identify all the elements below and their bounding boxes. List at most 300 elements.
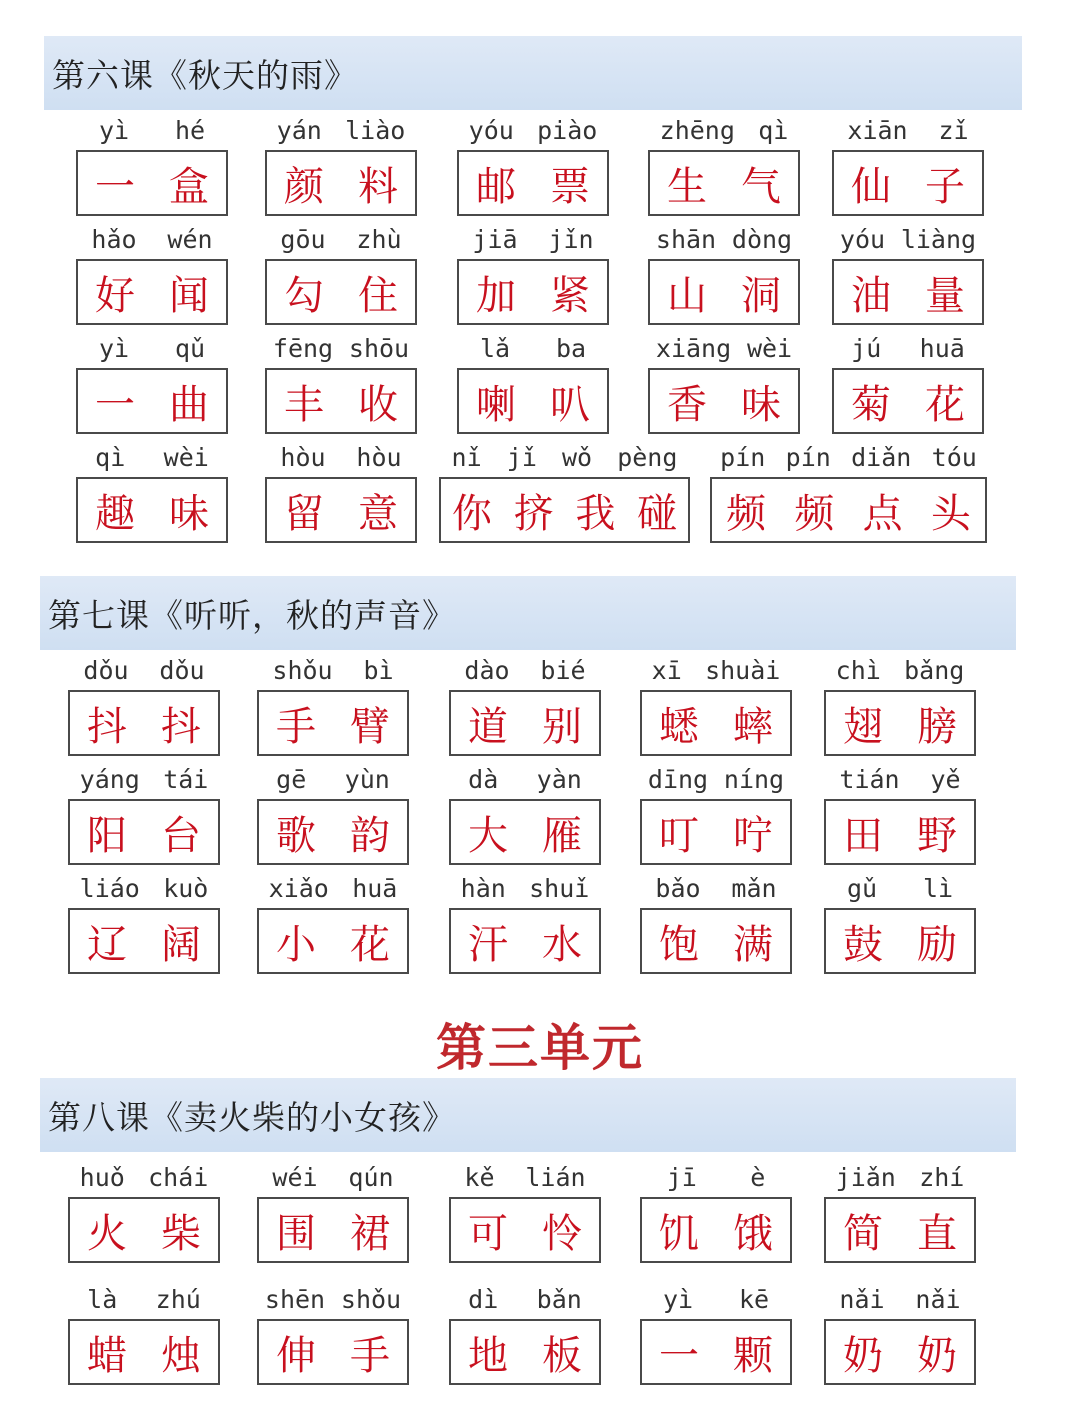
pinyin-syllable: ba	[555, 333, 587, 363]
lesson-7-banner	[40, 576, 1016, 650]
hanzi-char: 颜	[284, 163, 324, 210]
pinyin-syllable: shǒu	[272, 655, 333, 685]
hanzi-char: 一	[95, 381, 135, 428]
pinyin-syllable: yóu	[468, 115, 514, 145]
pinyin-row	[457, 331, 609, 365]
hanzi-char: 颗	[733, 1332, 773, 1379]
word-card	[76, 440, 228, 544]
hanzi-box	[832, 259, 984, 325]
pinyin-syllable: pín	[720, 442, 766, 472]
hanzi-char: 仙	[851, 163, 891, 210]
word-card	[640, 1160, 792, 1264]
hanzi-char: 频	[726, 490, 767, 537]
hanzi-char: 气	[741, 163, 781, 210]
pinyin-syllable: dǒu	[83, 655, 129, 685]
hanzi-char: 阔	[161, 921, 201, 968]
pinyin-syllable: tái	[163, 764, 209, 794]
word-card	[449, 1282, 601, 1386]
hanzi-char: 满	[733, 921, 773, 968]
hanzi-char: 碰	[637, 490, 678, 537]
pinyin-row	[824, 1160, 976, 1194]
pinyin-syllable: lián	[525, 1162, 586, 1192]
hanzi-box	[824, 1319, 976, 1385]
hanzi-box	[832, 150, 984, 216]
hanzi-char: 点	[862, 490, 903, 537]
hanzi-box	[265, 368, 417, 434]
pinyin-syllable: huǒ	[79, 1162, 125, 1192]
hanzi-char: 抖	[87, 703, 127, 750]
hanzi-char: 烛	[161, 1332, 201, 1379]
hanzi-char: 香	[667, 381, 707, 428]
pinyin-row	[257, 653, 409, 687]
word-card	[449, 762, 601, 866]
hanzi-box	[449, 908, 601, 974]
word-card	[824, 1160, 976, 1264]
hanzi-box	[824, 908, 976, 974]
pinyin-syllable: yóu	[839, 224, 886, 254]
pinyin-syllable: jú	[851, 333, 882, 363]
lesson-8-title: 第八课《卖火柴的小女孩》	[48, 1097, 456, 1137]
word-card	[824, 1282, 976, 1386]
pinyin-row	[439, 440, 690, 474]
pinyin-syllable: jī	[666, 1162, 697, 1192]
hanzi-char: 票	[550, 163, 590, 210]
pinyin-syllable: dào	[464, 655, 510, 685]
hanzi-box	[640, 1197, 792, 1263]
pinyin-syllable: yáng	[79, 764, 140, 794]
hanzi-char: 料	[358, 163, 398, 210]
pinyin-syllable: zhú	[155, 1284, 201, 1314]
hanzi-char: 加	[476, 272, 516, 319]
pinyin-syllable: yì	[98, 115, 130, 145]
pinyin-syllable: lì	[922, 873, 954, 903]
hanzi-char: 裙	[350, 1210, 390, 1257]
pinyin-syllable: chì	[835, 655, 881, 685]
pinyin-syllable: yě	[930, 764, 961, 794]
pinyin-syllable: xiān	[847, 115, 908, 145]
pinyin-syllable: zhí	[919, 1162, 965, 1192]
hanzi-box	[68, 1319, 220, 1385]
hanzi-box	[76, 150, 228, 216]
pinyin-syllable: wéi	[272, 1162, 318, 1192]
hanzi-char: 韵	[350, 812, 390, 859]
hanzi-char: 鼓	[843, 921, 883, 968]
hanzi-box	[457, 368, 609, 434]
pinyin-syllable: dì	[468, 1284, 499, 1314]
lesson-6-banner	[44, 36, 1022, 110]
word-card	[457, 331, 609, 435]
word-card	[640, 871, 792, 975]
hanzi-char: 柴	[161, 1210, 201, 1257]
pinyin-syllable: liàng	[900, 224, 977, 254]
pinyin-row	[832, 331, 984, 365]
pinyin-syllable: lǎ	[479, 333, 511, 363]
hanzi-char: 趣	[95, 490, 135, 537]
hanzi-char: 大	[468, 812, 508, 859]
pinyin-syllable: liáo	[79, 873, 140, 903]
pinyin-syllable: huā	[919, 333, 965, 363]
pinyin-syllable: nǎi	[839, 1284, 885, 1314]
pinyin-row	[824, 871, 976, 905]
lesson-8-banner	[40, 1078, 1016, 1152]
hanzi-box	[76, 259, 228, 325]
word-card	[710, 440, 987, 544]
pinyin-syllable: wǒ	[561, 442, 593, 472]
word-card	[76, 331, 228, 435]
pinyin-syllable: jiǎn	[835, 1162, 896, 1192]
pinyin-row	[824, 1282, 976, 1316]
pinyin-row	[640, 1160, 792, 1194]
word-card	[824, 653, 976, 757]
hanzi-char: 围	[276, 1210, 316, 1257]
unit-title: 第三单元	[436, 1019, 644, 1077]
hanzi-char: 饱	[659, 921, 699, 968]
pinyin-row	[449, 653, 601, 687]
hanzi-box	[449, 799, 601, 865]
pinyin-syllable: bǎn	[536, 1284, 582, 1314]
pinyin-syllable: hé	[174, 115, 206, 145]
hanzi-char: 子	[925, 163, 965, 210]
hanzi-char: 挤	[513, 490, 554, 537]
hanzi-box	[257, 1319, 409, 1385]
hanzi-box	[68, 690, 220, 756]
hanzi-char: 别	[542, 703, 582, 750]
hanzi-char: 蟀	[733, 703, 773, 750]
hanzi-char: 味	[169, 490, 209, 537]
pinyin-syllable: wèi	[163, 442, 209, 472]
hanzi-char: 奶	[917, 1332, 957, 1379]
hanzi-char: 好	[95, 272, 135, 319]
word-card	[449, 653, 601, 757]
hanzi-box	[457, 259, 609, 325]
pinyin-row	[449, 871, 601, 905]
hanzi-box	[265, 259, 417, 325]
pinyin-row	[68, 1160, 220, 1194]
pinyin-syllable: dǒu	[159, 655, 205, 685]
hanzi-box	[449, 690, 601, 756]
pinyin-syllable: yán	[276, 115, 322, 145]
hanzi-char: 臂	[350, 703, 390, 750]
pinyin-syllable: pín	[785, 442, 831, 472]
word-card	[265, 440, 417, 544]
hanzi-char: 咛	[733, 812, 773, 859]
pinyin-syllable: bǎo	[655, 873, 701, 903]
pinyin-syllable: dīng	[647, 764, 709, 794]
hanzi-char: 阳	[87, 812, 127, 859]
word-card	[457, 113, 609, 217]
word-card	[439, 440, 690, 544]
hanzi-char: 头	[930, 490, 971, 537]
pinyin-row	[832, 113, 984, 147]
hanzi-box	[710, 477, 987, 543]
word-card	[265, 222, 417, 326]
hanzi-box	[68, 1197, 220, 1263]
pinyin-row	[257, 871, 409, 905]
pinyin-syllable: yì	[98, 333, 130, 363]
hanzi-char: 奶	[843, 1332, 883, 1379]
pinyin-syllable: gē	[276, 764, 307, 794]
hanzi-char: 抖	[161, 703, 201, 750]
hanzi-box	[76, 477, 228, 543]
pinyin-syllable: níng	[723, 764, 785, 794]
hanzi-char: 收	[358, 381, 398, 428]
hanzi-char: 频	[794, 490, 835, 537]
hanzi-char: 洞	[741, 272, 781, 319]
pinyin-syllable: shǒu	[340, 1284, 402, 1314]
hanzi-char: 邮	[476, 163, 516, 210]
pinyin-syllable: wén	[167, 224, 213, 254]
pinyin-row	[824, 762, 976, 796]
hanzi-box	[265, 150, 417, 216]
hanzi-char: 可	[468, 1210, 508, 1257]
pinyin-syllable: huā	[352, 873, 398, 903]
hanzi-char: 蜡	[87, 1332, 127, 1379]
word-card	[265, 113, 417, 217]
pinyin-syllable: gōu	[280, 224, 326, 254]
hanzi-box	[832, 368, 984, 434]
pinyin-syllable: kē	[738, 1284, 770, 1314]
pinyin-syllable: fēng	[272, 333, 334, 363]
hanzi-char: 火	[87, 1210, 127, 1257]
hanzi-box	[648, 368, 800, 434]
pinyin-syllable: qǔ	[174, 333, 206, 363]
hanzi-char: 蟋	[659, 703, 699, 750]
pinyin-row	[76, 113, 228, 147]
pinyin-row	[449, 762, 601, 796]
pinyin-syllable: kě	[464, 1162, 495, 1192]
hanzi-char: 花	[925, 381, 965, 428]
pinyin-row	[68, 762, 220, 796]
hanzi-box	[648, 259, 800, 325]
pinyin-syllable: jǐn	[548, 224, 594, 254]
pinyin-syllable: shōu	[348, 333, 410, 363]
pinyin-syllable: bì	[363, 655, 394, 685]
hanzi-char: 一	[95, 163, 135, 210]
word-card	[648, 331, 800, 435]
word-card	[640, 1282, 792, 1386]
pinyin-syllable: chái	[148, 1162, 209, 1192]
pinyin-row	[457, 113, 609, 147]
word-card	[824, 762, 976, 866]
hanzi-box	[257, 799, 409, 865]
hanzi-box	[640, 908, 792, 974]
pinyin-row	[449, 1160, 601, 1194]
pinyin-row	[648, 113, 800, 147]
word-card	[76, 113, 228, 217]
hanzi-char: 手	[276, 703, 316, 750]
hanzi-char: 紧	[550, 272, 590, 319]
hanzi-box	[640, 799, 792, 865]
hanzi-char: 地	[468, 1332, 508, 1379]
word-card	[449, 1160, 601, 1264]
hanzi-box	[257, 908, 409, 974]
hanzi-box	[648, 150, 800, 216]
hanzi-box	[640, 1319, 792, 1385]
word-card	[257, 653, 409, 757]
pinyin-syllable: gǔ	[846, 873, 878, 903]
pinyin-row	[824, 653, 976, 687]
hanzi-char: 曲	[169, 381, 209, 428]
pinyin-syllable: shān	[655, 224, 717, 254]
pinyin-row	[640, 1282, 792, 1316]
lesson-7-title: 第七课《听听，秋的声音》	[48, 595, 456, 635]
hanzi-box	[76, 368, 228, 434]
pinyin-syllable: jiā	[472, 224, 518, 254]
pinyin-syllable: bǎng	[904, 655, 965, 685]
pinyin-row	[265, 331, 417, 365]
pinyin-syllable: diǎn	[851, 442, 912, 472]
pinyin-row	[265, 440, 417, 474]
pinyin-syllable: shuǐ	[529, 873, 590, 903]
hanzi-box	[68, 908, 220, 974]
pinyin-syllable: bié	[540, 655, 586, 685]
word-card	[265, 331, 417, 435]
word-card	[832, 113, 984, 217]
hanzi-box	[824, 799, 976, 865]
pinyin-syllable: shuài	[705, 655, 781, 685]
hanzi-char: 你	[451, 490, 492, 537]
word-card	[824, 871, 976, 975]
pinyin-syllable: xī	[651, 655, 682, 685]
pinyin-row	[648, 222, 800, 256]
pinyin-row	[257, 1160, 409, 1194]
pinyin-row	[76, 331, 228, 365]
word-card	[457, 222, 609, 326]
hanzi-box	[449, 1319, 601, 1385]
word-card	[68, 1160, 220, 1264]
hanzi-char: 叭	[550, 381, 590, 428]
pinyin-syllable: nǐ	[451, 442, 482, 472]
pinyin-row	[449, 1282, 601, 1316]
word-card	[257, 762, 409, 866]
pinyin-syllable: piào	[537, 115, 598, 145]
pinyin-row	[257, 762, 409, 796]
word-card	[648, 222, 800, 326]
hanzi-char: 直	[917, 1210, 957, 1257]
word-card	[257, 871, 409, 975]
pinyin-row	[832, 222, 984, 256]
hanzi-box	[257, 690, 409, 756]
hanzi-char: 雁	[542, 812, 582, 859]
hanzi-char: 道	[468, 703, 508, 750]
pinyin-syllable: qì	[758, 115, 789, 145]
pinyin-row	[76, 222, 228, 256]
hanzi-box	[257, 1197, 409, 1263]
pinyin-syllable: dòng	[731, 224, 793, 254]
hanzi-char: 小	[276, 921, 316, 968]
hanzi-char: 田	[843, 812, 883, 859]
pinyin-row	[265, 222, 417, 256]
word-card	[640, 653, 792, 757]
pinyin-syllable: kuò	[163, 873, 209, 903]
hanzi-char: 一	[659, 1332, 699, 1379]
pinyin-syllable: nǎi	[915, 1284, 961, 1314]
pinyin-syllable: jǐ	[506, 442, 537, 472]
pinyin-syllable: tián	[839, 764, 900, 794]
word-card	[68, 762, 220, 866]
pinyin-syllable: wèi	[746, 333, 793, 363]
pinyin-row	[68, 653, 220, 687]
pinyin-syllable: è	[750, 1162, 766, 1192]
hanzi-char: 油	[851, 272, 891, 319]
hanzi-char: 花	[350, 921, 390, 968]
hanzi-char: 量	[925, 272, 965, 319]
hanzi-char: 伸	[276, 1332, 316, 1379]
hanzi-char: 励	[917, 921, 957, 968]
pinyin-row	[640, 653, 792, 687]
hanzi-char: 山	[667, 272, 707, 319]
hanzi-box	[449, 1197, 601, 1263]
hanzi-char: 喇	[476, 381, 516, 428]
pinyin-row	[648, 331, 800, 365]
pinyin-syllable: zhù	[356, 224, 402, 254]
word-card	[640, 762, 792, 866]
pinyin-syllable: là	[87, 1284, 118, 1314]
hanzi-box	[824, 1197, 976, 1263]
hanzi-char: 意	[358, 490, 398, 537]
hanzi-char: 歌	[276, 812, 316, 859]
pinyin-row	[640, 871, 792, 905]
pinyin-row	[257, 1282, 409, 1316]
hanzi-char: 我	[575, 490, 616, 537]
hanzi-char: 生	[667, 163, 707, 210]
hanzi-char: 板	[542, 1332, 582, 1379]
hanzi-char: 饿	[733, 1210, 773, 1257]
lesson-6-title: 第六课《秋天的雨》	[52, 55, 358, 95]
pinyin-syllable: qì	[95, 442, 126, 472]
word-card	[68, 871, 220, 975]
hanzi-char: 手	[350, 1332, 390, 1379]
hanzi-char: 住	[358, 272, 398, 319]
pinyin-syllable: yàn	[536, 764, 582, 794]
pinyin-row	[710, 440, 987, 474]
pinyin-syllable: zǐ	[938, 115, 969, 145]
hanzi-char: 翅	[843, 703, 883, 750]
word-card	[76, 222, 228, 326]
hanzi-char: 水	[542, 921, 582, 968]
hanzi-char: 勾	[284, 272, 324, 319]
hanzi-char: 辽	[87, 921, 127, 968]
word-card	[648, 113, 800, 217]
pinyin-row	[76, 440, 228, 474]
pinyin-syllable: hàn	[460, 873, 506, 903]
pinyin-row	[68, 871, 220, 905]
hanzi-char: 留	[284, 490, 324, 537]
pinyin-syllable: shēn	[264, 1284, 326, 1314]
pinyin-row	[457, 222, 609, 256]
pinyin-syllable: xiāng	[655, 333, 732, 363]
hanzi-char: 叮	[659, 812, 699, 859]
word-card	[257, 1282, 409, 1386]
hanzi-box	[265, 477, 417, 543]
pinyin-syllable: yì	[662, 1284, 694, 1314]
hanzi-box	[824, 690, 976, 756]
hanzi-char: 盒	[169, 163, 209, 210]
hanzi-box	[68, 799, 220, 865]
hanzi-char: 丰	[284, 381, 324, 428]
hanzi-char: 味	[741, 381, 781, 428]
word-card	[257, 1160, 409, 1264]
hanzi-box	[640, 690, 792, 756]
pinyin-syllable: tóu	[931, 442, 977, 472]
pinyin-syllable: mǎn	[731, 873, 777, 903]
hanzi-char: 菊	[851, 381, 891, 428]
hanzi-char: 野	[917, 812, 957, 859]
hanzi-char: 台	[161, 812, 201, 859]
pinyin-syllable: hòu	[280, 442, 326, 472]
pinyin-row	[640, 762, 792, 796]
hanzi-char: 饥	[659, 1210, 699, 1257]
